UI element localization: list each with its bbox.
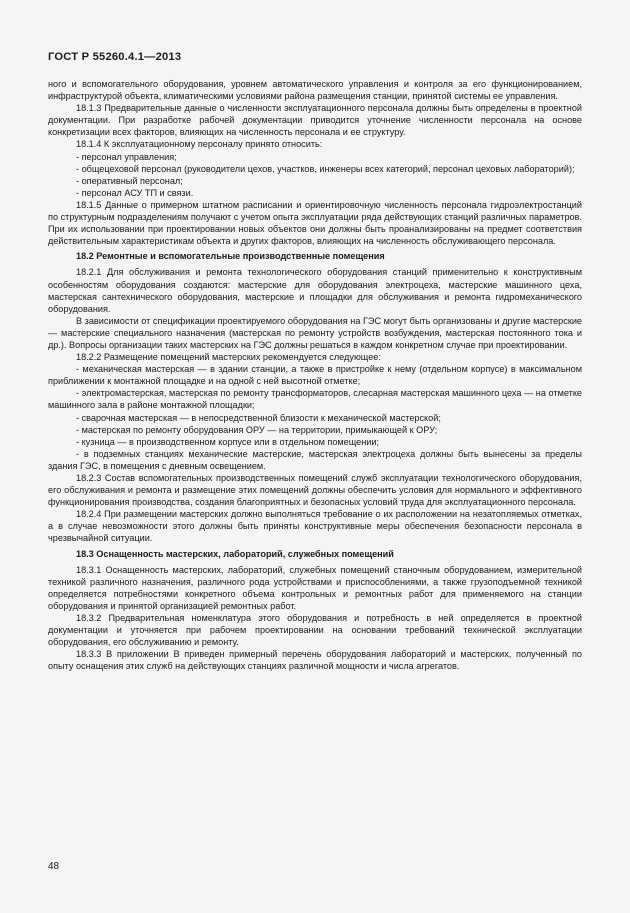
paragraph: - мастерская по ремонту оборудования ОРУ — на территории, примыкающей к ОРУ; [76,424,438,435]
page-number: 48 [48,861,60,872]
paragraph: 18.3.1 Оснащенность мастерских, лабораторий, служебных помещений станочным оборудованием, измерительной техникой различного назначения, различного рода устройствами и приспособлениями, а также грузоподъемной техникой определяется потребностями конкретного объема контрольных и ремонтных работ для применяемого на станции оборудования и принятой организацией ремонтных работ. [48,564,582,611]
paragraph: - общецеховой персонал (руководители цехов, участков, инженеры всех категорий, персонал цеховых лабораторий); [76,163,575,174]
paragraph: 18.3.2 Предварительная номенклатура этого оборудования и потребность в ней определяется в проектной документации и уточняется при рабочем проектировании на основании требований технической эксплуатации оборудования, его обслуживанию и ремонту. [48,613,582,648]
paragraph: 18.1.5 Данные о примерном штатном расписании и ориентировочную численность персонала гидроэлектростанций по структурным подразделениям получают с учетом опыта эксплуатации ряда действующих станций различных параметров. При их использовании при проектировании новых объектов они должны быть проанализированы на предмет соответствия действительным характеристикам объекта и других факторов, влияющих на численность обслуживающего персонала. [48,199,582,247]
paragraph: 18.2.1 Для обслуживания и ремонта технологического оборудования станций применительно к конструктивным особенностям оборудования создаются: мастерские для оборудования электроцеха, мастерские машинного цеха, мастерская сантехнического оборудования, мастерские и площадки для обслуживания и ремонта гидромеханического оборудования. [48,267,582,314]
paragraph: 18.3.3 В приложении В приведен примерный перечень оборудования лабораторий и мастерских, полученный по опыту оснащения этих служб на действующих станциях различной мощности и числа агрегатов. [48,649,582,672]
paragraph: 18.2.3 Состав вспомогательных производственных помещений служб эксплуатации технологического оборудования, его обслуживания и ремонта и размещение этих помещений должны обеспечить условия для нормального и эффективного функционирования производства, создания благоприятных и безопасных условий труда для эксплуатационного персонала. [48,473,582,508]
paragraph: - оперативный персонал; [76,175,183,186]
paragraph: - в подземных станциях механические мастерские, мастерская электроцеха должны быть вынесены за пределы здания ГЭС, в помещения с дневным освещением. [48,448,582,471]
paragraph: 18.2.4 При размещении мастерских должно выполняться требование о их расположении на незатопляемых отметках, а в случае невозможности этого должны быть приняты конструктивные меры обеспечения безопасности персонала в чрезвычайной ситуации. [48,509,582,544]
section-heading: 18.3 Оснащенность мастерских, лабораторий, служебных помещений [76,548,394,559]
section-heading: 18.2 Ремонтные и вспомогательные производственные помещения [76,251,385,262]
paragraph: 18.1.4 К эксплуатационному персоналу принято относить: [76,139,323,150]
paragraph: - механическая мастерская — в здании станции, а также в пристройке к нему (отдельном корпусе) в максимальном приближении к монтажной площадке и на одной с ней высотной отметке; [48,364,582,387]
document-header: ГОСТ Р 55260.4.1—2013 [48,51,182,63]
paragraph: - персонал АСУ ТП и связи. [76,187,194,198]
paragraph: 18.1.3 Предварительные данные о численности эксплуатационного персонала должны быть определены в проектной документации. При разработке рабочей документации приводится уточнение численности персонала на основе конкретизации всех факторов, влияющих на численность персонала и ее структуру. [48,103,582,138]
paragraph: ного и вспомогательного оборудования, уровнем автоматического управления и контроля за его функционированием, инфраструктурой объекта, климатическими условиями района размещения станции, принятой системы ее управления. [48,79,582,102]
paragraph: В зависимости от спецификации проектируемого оборудования на ГЭС могут быть организованы и другие мастерские — мастерские специального назначения (мастерская по ремонту устройств возбуждения, мастерская постоянного тока и др.). Вопросы организации таких мастерских на ГЭС должны решаться в каждом конкретном случае при проектировании. [48,315,582,350]
paragraph: - электромастерская, мастерская по ремонту трансформаторов, слесарная мастерская машинного цеха — на отметке машинного зала в районе монтажной площадки; [48,388,582,411]
paragraph: 18.2.2 Размещение помещений мастерских рекомендуется следующее: [76,352,381,363]
document-body [48,78,582,673]
paragraph: - сварочная мастерская — в непосредственной близости к механической мастерской; [76,412,441,423]
paragraph: - кузница — в производственном корпусе или в отдельном помещении; [76,436,379,447]
paragraph: - персонал управления; [76,151,177,162]
